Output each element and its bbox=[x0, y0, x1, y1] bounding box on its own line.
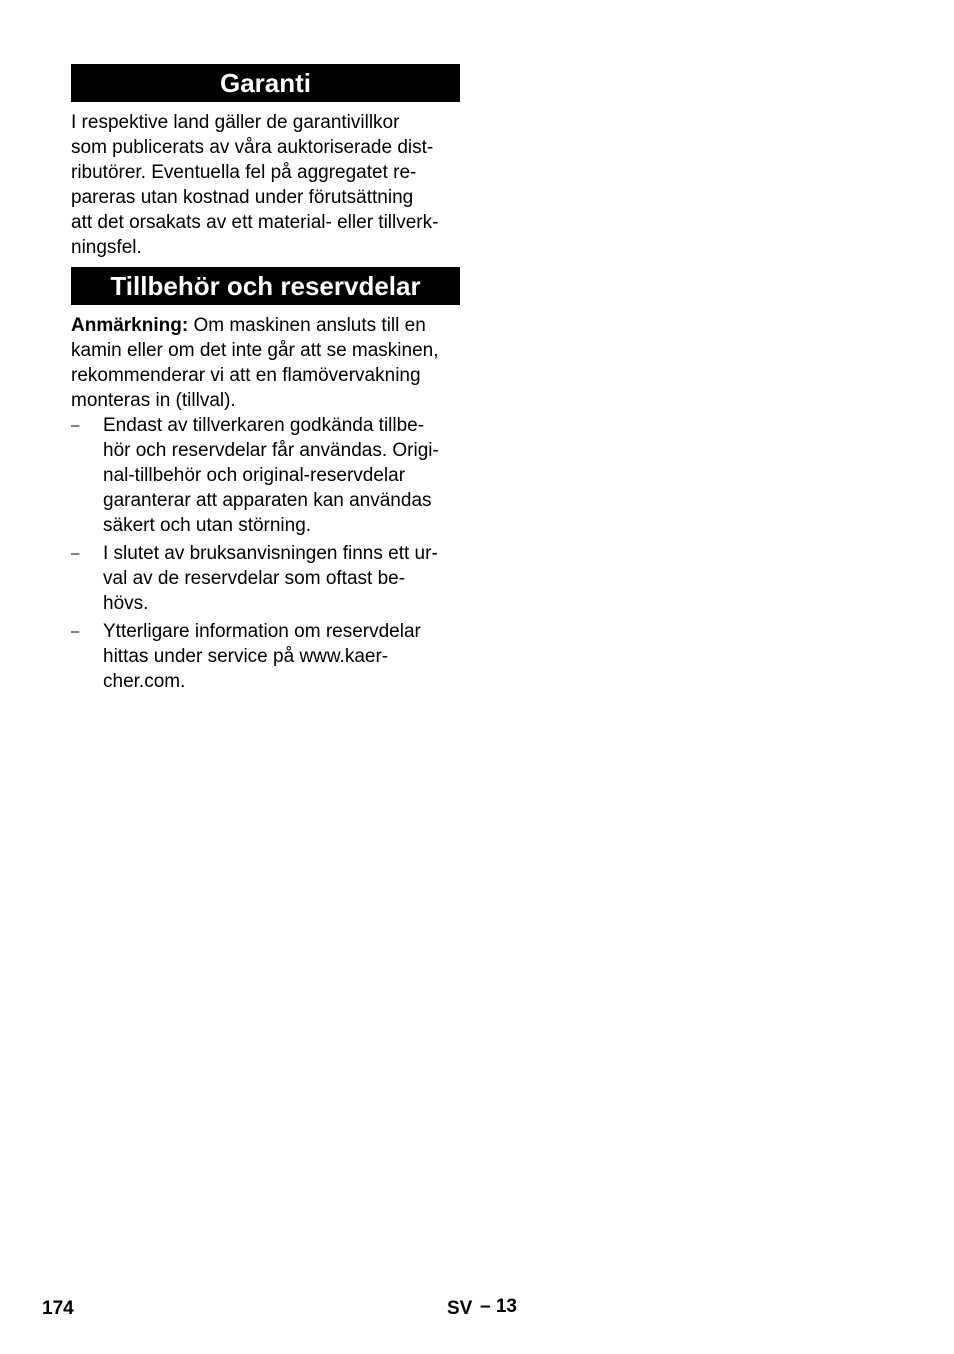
list-item bbox=[71, 541, 460, 616]
list-item-text: Ytterligare information om reservdelar hittas under service på www.kaer- cher.com. bbox=[103, 621, 421, 692]
note-paragraph bbox=[71, 313, 460, 413]
garanti-paragraph: I respektive land gäller de garantivillkor som publicerats av våra auktoriserade dist- ributörer. Eventuella fel på aggregatet re- pareras utan kostnad under förutsättning att det orsakats av ett material- eller tillverk- ningsfel. bbox=[71, 112, 439, 258]
language-code: SV bbox=[447, 1298, 473, 1319]
dash-marker: – bbox=[71, 545, 80, 562]
dash-marker: – bbox=[71, 623, 80, 640]
page-number: 174 bbox=[42, 1298, 74, 1319]
list-item bbox=[71, 413, 460, 538]
dash-marker: – bbox=[71, 417, 80, 434]
content-column bbox=[71, 64, 460, 694]
section-page-number: – 13 bbox=[480, 1296, 517, 1317]
note-text: Om maskinen ansluts till en kamin eller om det inte går att se maskinen, rekommenderar vi att en flamövervakning monteras in (tillval). bbox=[71, 315, 439, 411]
list-item-text: I slutet av bruksanvisningen finns ett ur- val av de reservdelar som oftast be- hövs. bbox=[103, 543, 438, 614]
accessories-list bbox=[71, 413, 460, 694]
section-accessories bbox=[71, 267, 460, 694]
section-heading-accessories: Tillbehör och reservdelar bbox=[71, 267, 460, 305]
section-heading-garanti: Garanti bbox=[71, 64, 460, 102]
list-item-text: Endast av tillverkaren godkända tillbe- hör och reservdelar får användas. Origi- nal-tillbehör och original-reservdelar garanterar att apparaten kan användas säkert och utan störning. bbox=[103, 415, 439, 536]
list-item bbox=[71, 619, 460, 694]
note-label: Anmärkning: bbox=[71, 315, 189, 336]
